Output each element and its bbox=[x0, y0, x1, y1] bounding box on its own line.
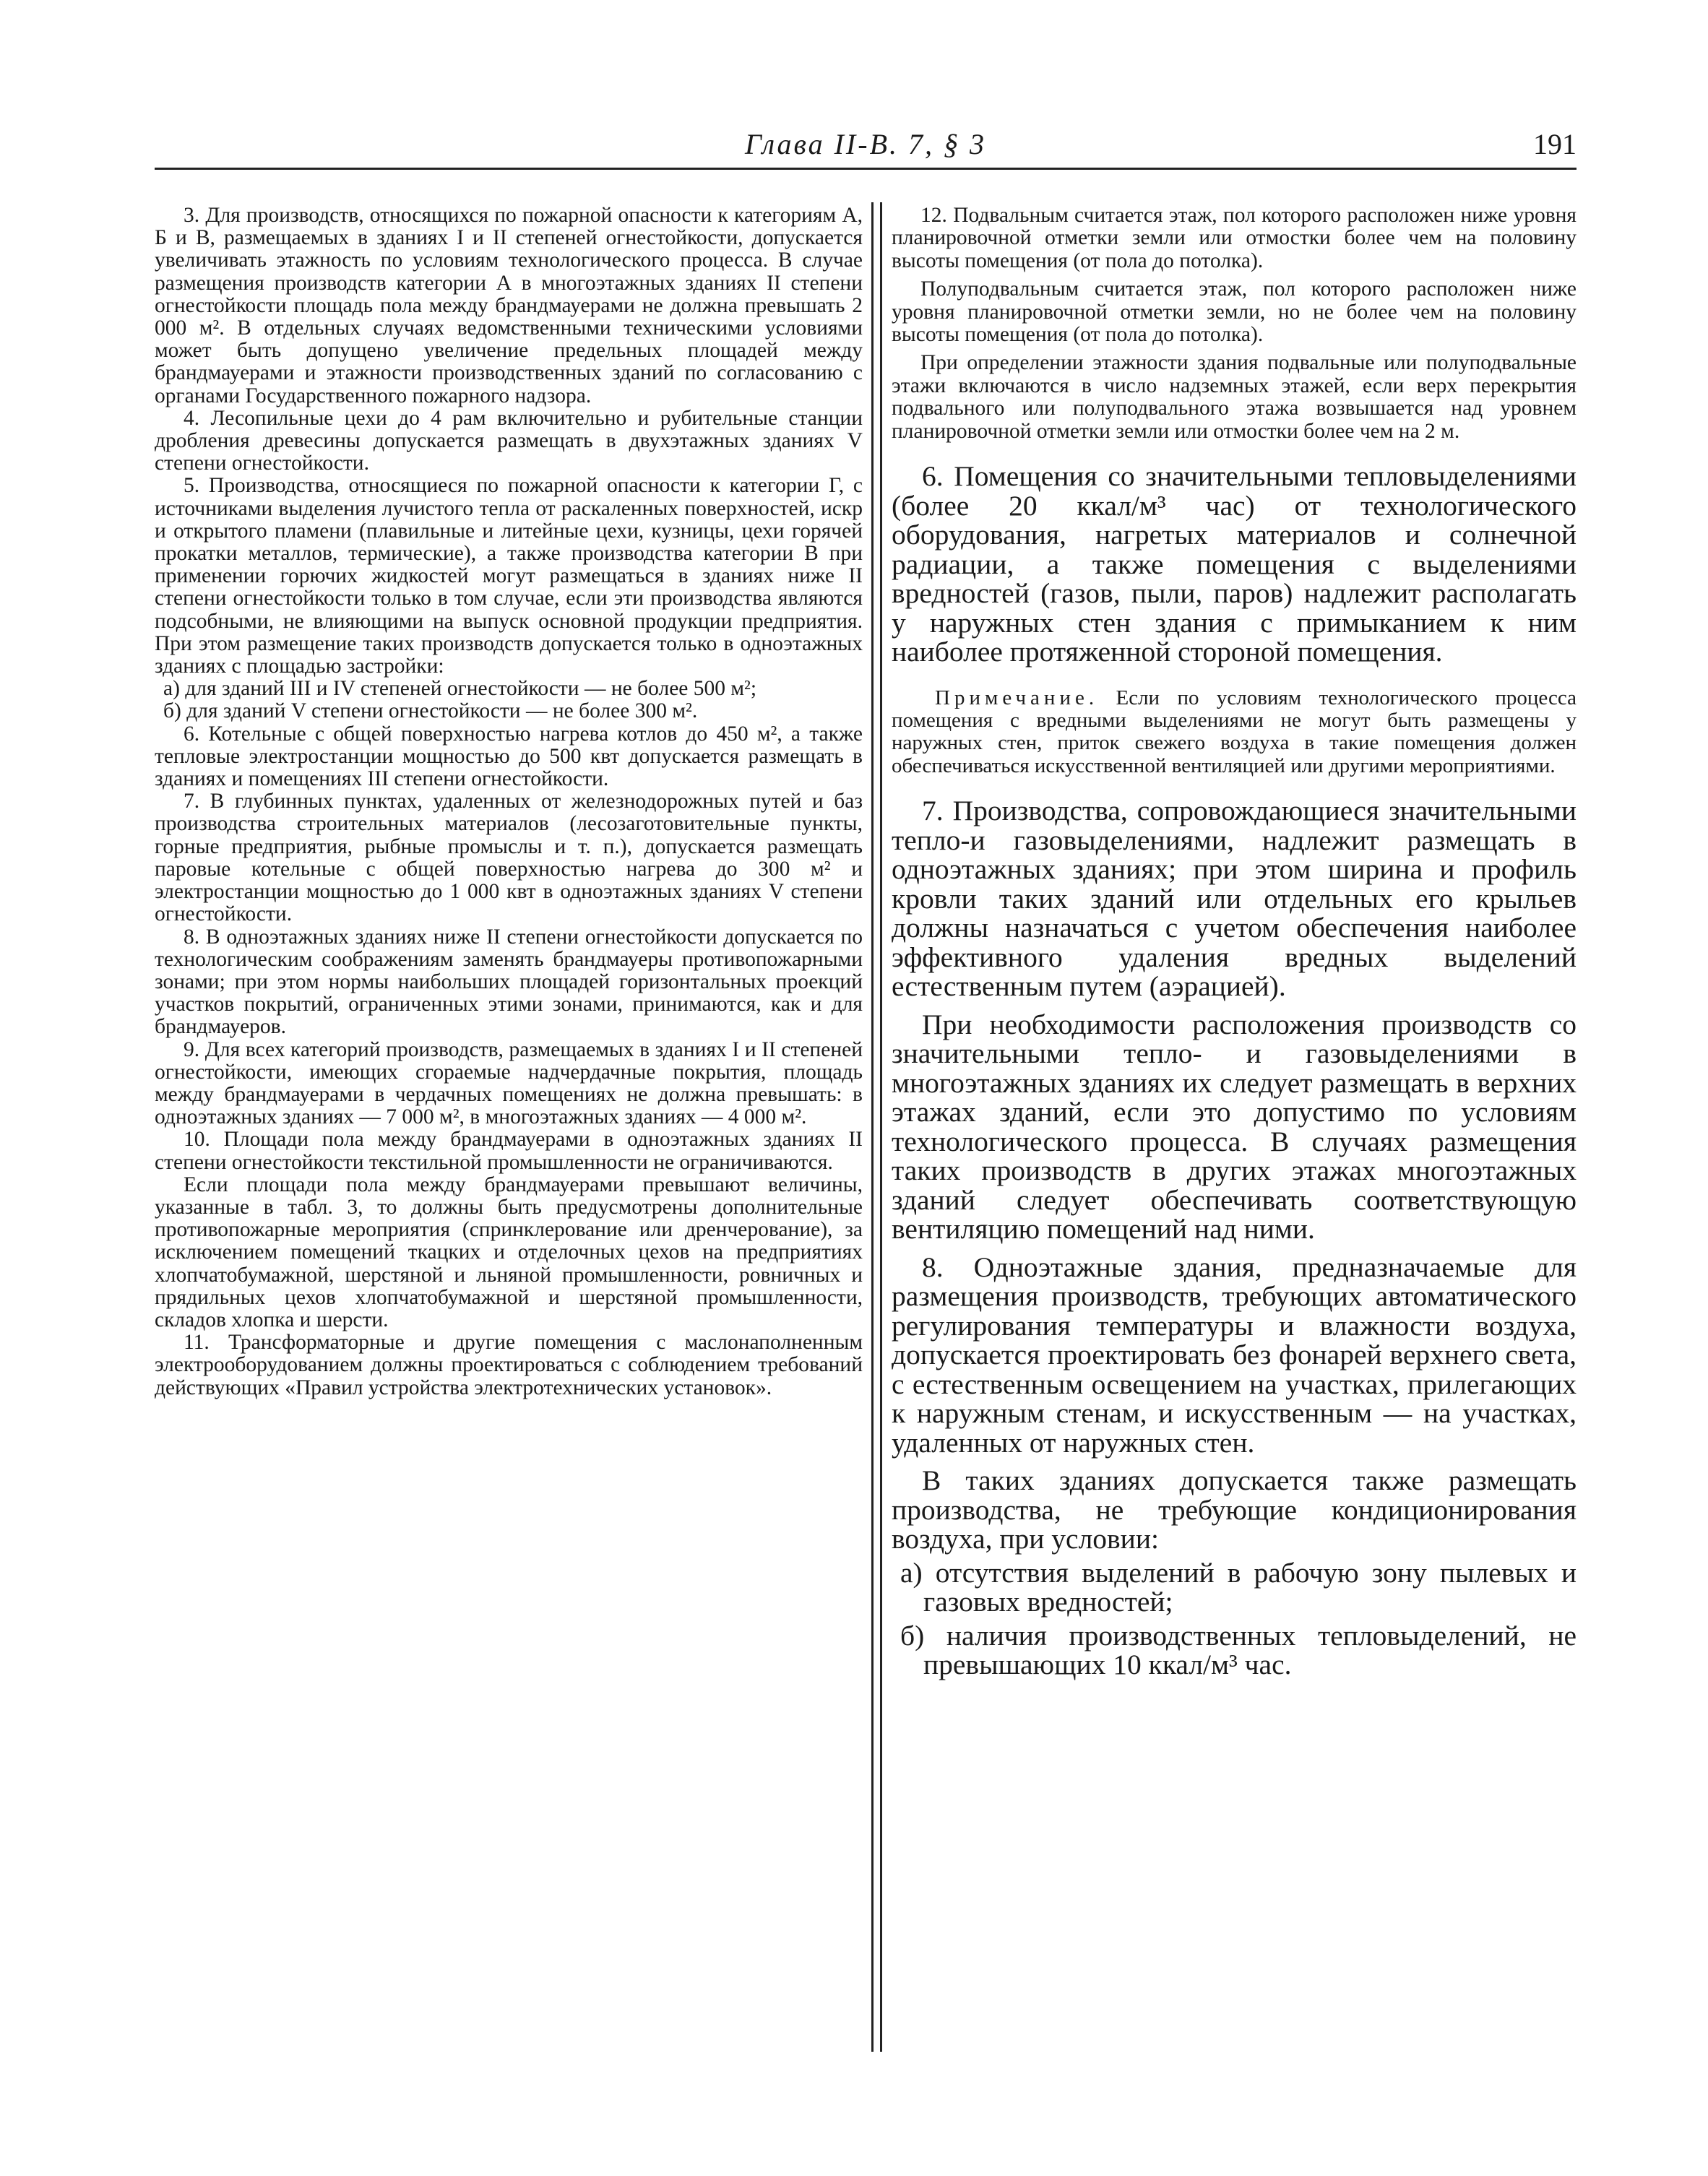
condition-a: а) отсутствия выделений в рабочую зону пылевых и газовых вредностей; bbox=[900, 1556, 1577, 1618]
paragraph-5: 5. Производства, относящиеся по пожарной опасности к категории Г, с источниками выделения лучистого тепла от раскаленных поверхностей, искр и открытого пламени (плавильные и литейные цехи, кузницы, цехи горячей прокатки металлов, термические), а также производства категории В при применении горючих жидкостей могут размещаться в зданиях ниже II степени огнестойкости только в том случае, если эти производства являются подсобными, не влияющими на выпуск основной продукции предприятия. При этом размещение таких производств допускается только в одноэтажных зданиях с площадью застройки: bbox=[155, 474, 863, 678]
list-item-b: б) для зданий V степени огнестойкости — не более 300 м². bbox=[163, 699, 698, 723]
column-divider bbox=[871, 202, 882, 2052]
paragraph-7: 7. В глубинных пунктах, удаленных от железнодорожных путей и баз производства строительных материалов (лесозаготовительные пункты, горные предприятия, рыбные промыслы и т. п.), допускается размещать паровые котельные с общей поверхностью нагрева до 300 м² и электростанции мощностью до 1 000 квт в одноэтажных зданиях V степени огнестойкости. bbox=[155, 790, 863, 926]
section-7: 7. Производства, сопровождающиеся значительными тепло-и газовыделениями, надлежит размещать в одноэтажных зданиях; при этом ширина и профиль кровли таких зданий или отдельных его крыльев должны назначаться с учетом обеспечения наиболее эффективного удаления вредных выделений естественным путем (аэрацией). bbox=[892, 795, 1577, 1003]
section-8: 8. Одноэтажные здания, предназначаемые для размещения производств, требующих автоматического регулирования температуры и влажности воздуха, допускается проектировать без фонарей верхнего света, с естественным освещением на участках, прилегающих к наружным стенам, и искусственным — на участках, удаленных от наружных стен. bbox=[892, 1251, 1577, 1459]
section-8-continued: В таких зданиях допускается также размещать производства, не требующие кондиционирования воздуха, при условии: bbox=[892, 1464, 1577, 1555]
page-header bbox=[155, 127, 1577, 170]
list-item-a: а) для зданий III и IV степеней огнестойкости — не более 500 м²; bbox=[163, 677, 757, 701]
paragraph-storeys: При определении этажности здания подвальные или полуподвальные этажи включаются в число надземных этажей, если верх перекрытия подвального или полуподвального этажа возвышается над уровнем планировочной отметки земли или отмостки более чем на 2 м. bbox=[892, 351, 1577, 443]
section-6: 6. Помещения со значительными тепловыделениями (более 20 ккал/м³ час) от технологического оборудования, нагретых материалов и солнечной радиации, а также помещения с выделениями вредностей (газов, пыли, паров) надлежит располагать у наружных стен здания с примыканием к ним наиболее протяженной стороной помещения. bbox=[892, 460, 1577, 668]
chapter-title: Глава II-В. 7, § 3 bbox=[744, 128, 987, 160]
paragraph-semibasement: Полуподвальным считается этаж, пол которого расположен ниже уровня планировочной отметки земли, но не более чем на половину высоты помещения (от пола до потолка). bbox=[892, 277, 1577, 347]
page-number: 191 bbox=[1533, 128, 1577, 160]
paragraph-6: 6. Котельные с общей поверхностью нагрева котлов до 450 м², а также тепловые электростанции мощностью до 500 квт допускается размещать в зданиях и помещениях III степени огнестойкости. bbox=[155, 722, 863, 791]
paragraph-4: 4. Лесопильные цехи до 4 рам включительно и рубительные станции дробления древесины допускается размещать в двухэтажных зданиях V степени огнестойкости. bbox=[155, 406, 863, 475]
note-label: Примечание. bbox=[935, 686, 1099, 709]
section-7-continued: При необходимости расположения производств со значительными тепло- и газовыделениями в многоэтажных зданиях их следует размещать в верхних этажах зданий, если это допустимо по условиям технологического процесса. В случаях размещения таких производств в других этажах многоэтажных зданий следует обеспечивать соответствующую вентиляцию помещений над ними. bbox=[892, 1008, 1577, 1245]
paragraph-10: 10. Площади пола между брандмауерами в одноэтажных зданиях II степени огнестойкости текстильной промышленности не ограничиваются. bbox=[155, 1128, 863, 1174]
paragraph-10-continued: Если площади пола между брандмауерами превышают величины, указанные в табл. 3, то должны быть предусмотрены дополнительные противопожарные мероприятия (спринклерование или дренчерование), за исключением помещений ткацких и отделочных цехов на предприятиях хлопчатобумажной, шерстяной и льняной промышленности, ровничных и прядильных цехов хлопчатобумажной и шерстяной промышленности, складов хлопка и шерсти. bbox=[155, 1173, 863, 1331]
left-column bbox=[155, 204, 863, 2025]
paragraph-8: 8. В одноэтажных зданиях ниже II степени огнестойкости допускается по технологическим соображениям заменять брандмауеры противопожарными зонами; при этом нормы наибольших площадей горизонтальных проекций участков покрытий, ограниченных этими зонами, принимаются, как и для брандмауеров. bbox=[155, 925, 863, 1039]
right-column bbox=[892, 204, 1577, 2083]
paragraph-9: 9. Для всех категорий производств, размещаемых в зданиях I и II степеней огнестойкости, имеющих сгораемые надчердачные покрытия, площадь между брандмауерами в чердачных помещениях не должна превышать: в одноэтажных зданиях — 7 000 м², в многоэтажных зданиях — 4 000 м². bbox=[155, 1037, 863, 1129]
paragraph-12: 12. Подвальным считается этаж, пол которого расположен ниже уровня планировочной отметки земли или отмостки более чем на половину высоты помещения (от пола до потолка). bbox=[892, 204, 1577, 272]
note bbox=[892, 687, 1577, 778]
paragraph-3: 3. Для производств, относящихся по пожарной опасности к категориям А, Б и В, размещаемых в зданиях I и II степеней огнестойкости, допускается увеличивать этажность по условиям технологического процесса. В случае размещения производств категории А в многоэтажных зданиях II степени огнестойкости площадь пола между брандмауерами не должна превышать 2 000 м². В отдельных случаях ведомственными техническими условиями может быть допущено увеличение предельных площадей между брандмауерами и этажности производственных зданий по согласованию с органами Государственного пожарного надзора. bbox=[155, 204, 863, 407]
note-text: Если по условиям технологического процесса помещения с вредными выделениями не могут быть размещены у наружных стен, приток свежего воздуха в такие помещения должен обеспечиваться искусственной вентиляцией или другими мероприятиями. bbox=[892, 686, 1577, 777]
condition-b: б) наличия производственных тепловыделений, не превышающих 10 ккал/м³ час. bbox=[900, 1619, 1577, 1681]
paragraph-11: 11. Трансформаторные и другие помещения с маслонаполненным электрооборудованием должны проектироваться с соблюдением требований действующих «Правил устройства электротехнических установок». bbox=[155, 1331, 863, 1399]
